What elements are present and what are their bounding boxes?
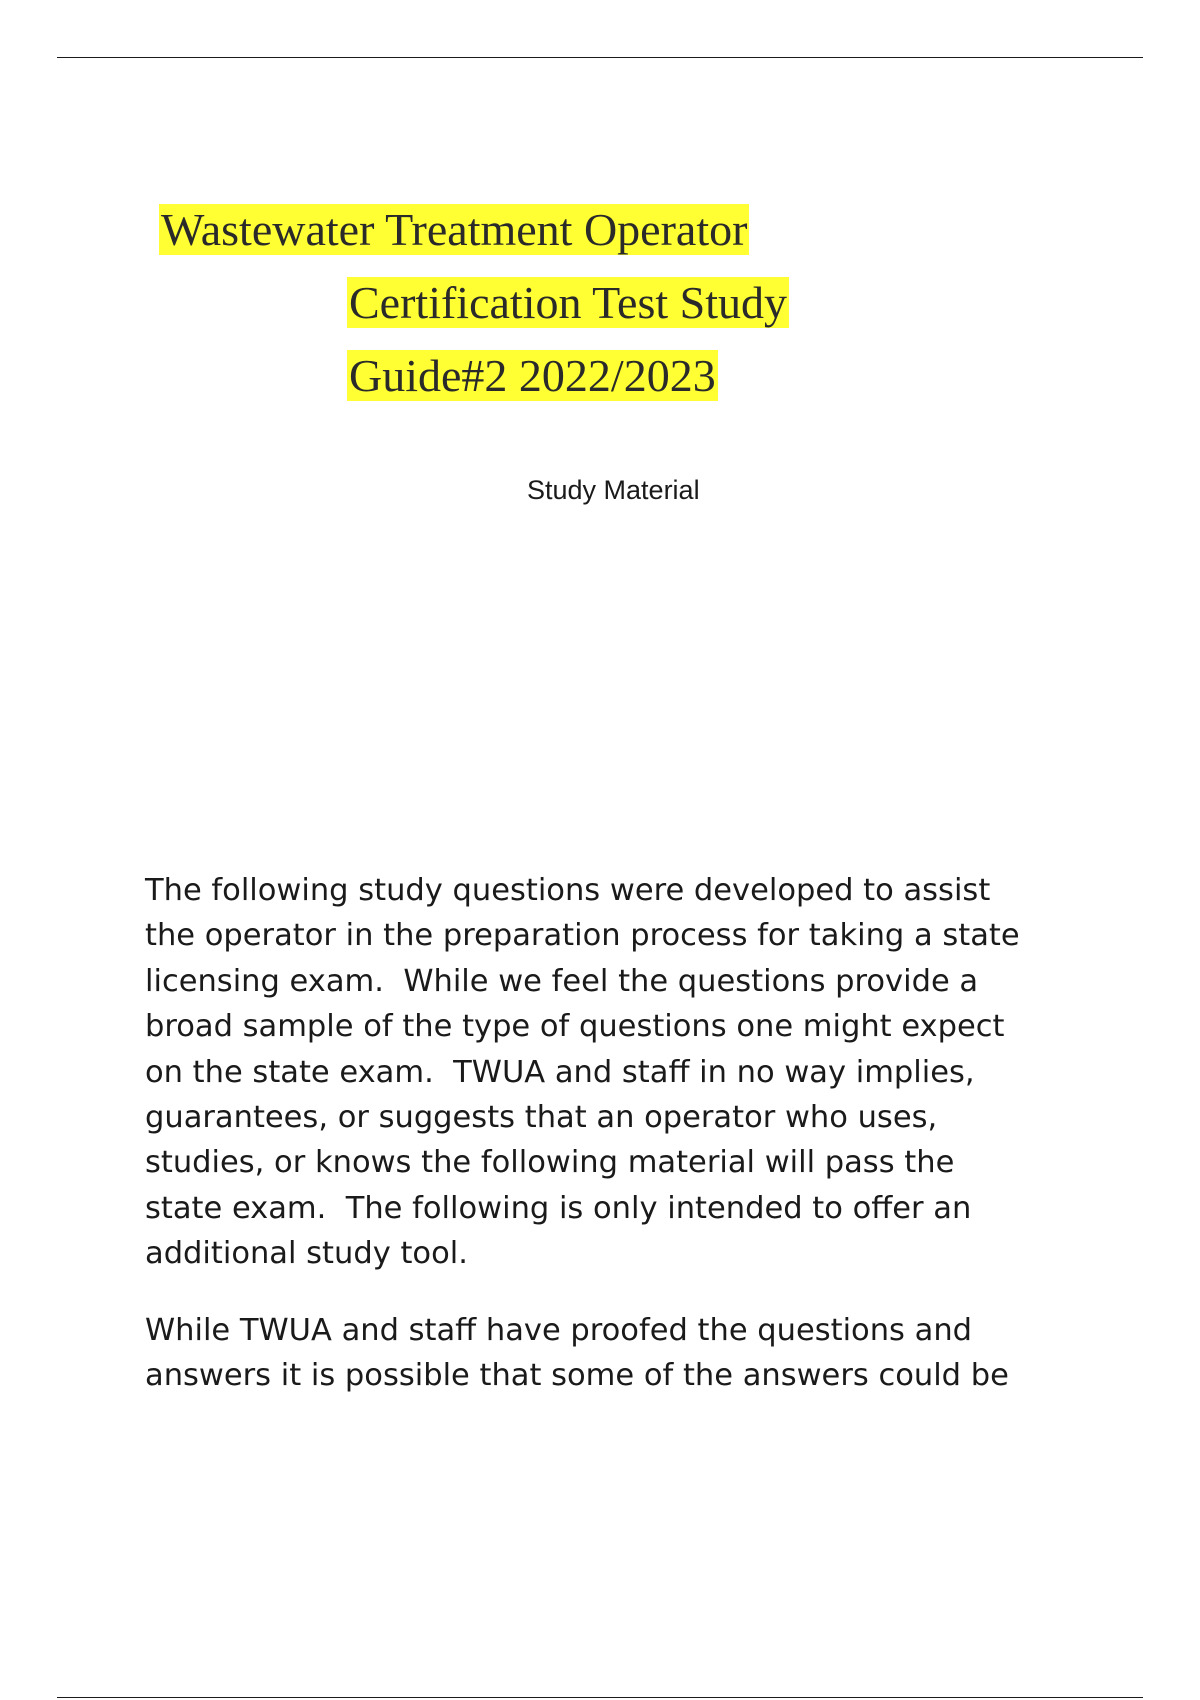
bottom-rule: [57, 1697, 1143, 1698]
paragraph-line: additional study tool.: [145, 1236, 468, 1272]
paragraph-line: The following study questions were developed to assist: [145, 873, 991, 908]
title-line-2: [347, 275, 789, 331]
title-line-1-text: Wastewater Treatment Operator: [161, 204, 748, 255]
title-line-3-text: Guide#2 2022/2023: [349, 350, 716, 401]
paragraph-line: on the state exam. TWUA and staff in no way implies,: [145, 1054, 975, 1090]
paragraph-line: state exam. The following is only intended to offer an: [145, 1190, 972, 1226]
paragraph-disclaimer: [145, 1308, 1105, 1399]
top-rule: [57, 57, 1143, 58]
paragraph-line: While TWUA and staff have proofed the questions and: [145, 1313, 973, 1348]
paragraph-line: guarantees, or suggests that an operator who uses,: [145, 1100, 938, 1136]
paragraph-intro: [145, 868, 1105, 1277]
paragraph-line: the operator in the preparation process for taking a state: [145, 918, 1020, 954]
paragraph-line: broad sample of the type of questions one might expect: [145, 1009, 1005, 1045]
title-line-2-text: Certification Test Study: [349, 277, 787, 328]
paragraph-line: studies, or knows the following material will pass the: [145, 1145, 955, 1181]
title-line-3: [347, 348, 718, 404]
paragraph-line: licensing exam. While we feel the questions provide a: [145, 963, 979, 999]
subtitle: Study Material: [527, 475, 700, 505]
title-line-1: [159, 202, 749, 258]
paragraph-line: answers it is possible that some of the answers could be: [145, 1358, 1009, 1394]
